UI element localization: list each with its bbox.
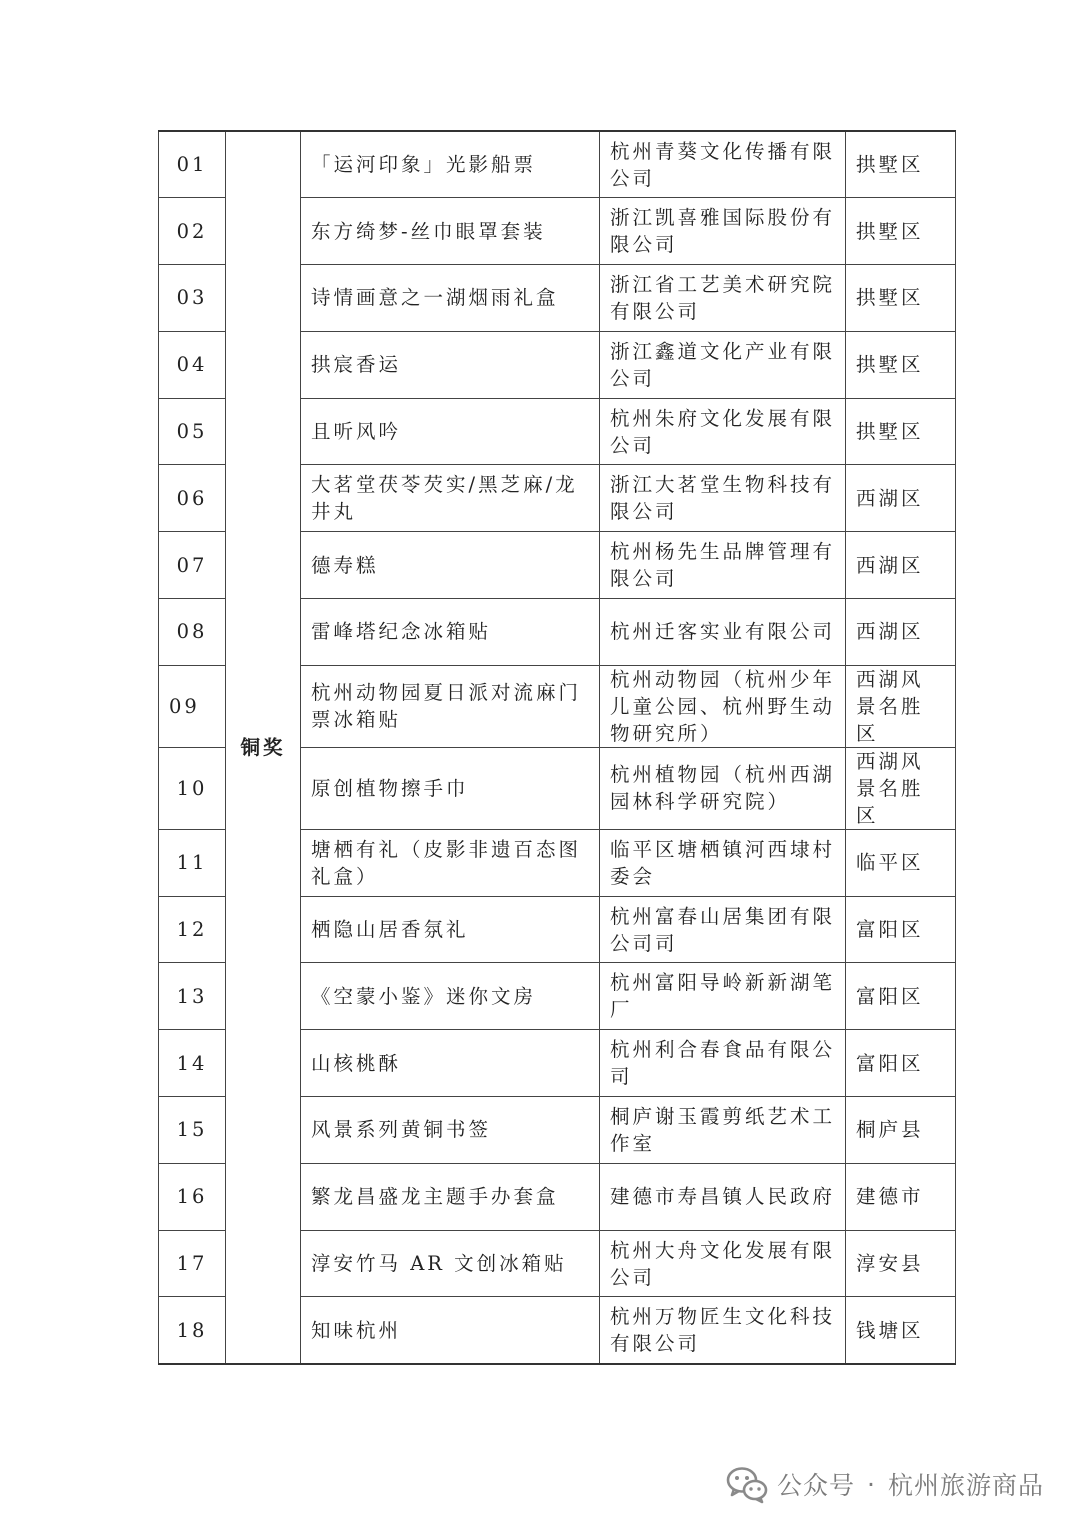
row-number: 07 (159, 532, 226, 599)
row-number: 13 (159, 963, 226, 1030)
wechat-icon (725, 1464, 769, 1504)
region-name: 富阳区 (846, 1030, 956, 1097)
company-name: 建德市寿昌镇人民政府 (600, 1163, 846, 1230)
company-name: 桐庐谢玉霞剪纸艺术工作室 (600, 1097, 846, 1164)
product-name: 诗情画意之一湖烟雨礼盒 (301, 265, 600, 332)
company-name: 杭州大舟文化发展有限公司 (600, 1230, 846, 1297)
row-number: 12 (159, 896, 226, 963)
row-number: 14 (159, 1030, 226, 1097)
row-number: 10 (159, 747, 226, 829)
product-name: 淳安竹马 AR 文创冰箱贴 (301, 1230, 600, 1297)
company-name: 杭州朱府文化发展有限公司 (600, 398, 846, 465)
region-name: 淳安县 (846, 1230, 956, 1297)
company-name: 杭州杨先生品牌管理有限公司 (600, 532, 846, 599)
region-name: 富阳区 (846, 963, 956, 1030)
row-number: 16 (159, 1163, 226, 1230)
region-name: 拱墅区 (846, 398, 956, 465)
award-level: 铜奖 (226, 131, 301, 1364)
company-name: 临平区塘栖镇河西埭村委会 (600, 829, 846, 896)
region-name: 西湖区 (846, 532, 956, 599)
company-name: 杭州动物园（杭州少年儿童公园、杭州野生动物研究所） (600, 665, 846, 747)
region-name: 拱墅区 (846, 265, 956, 332)
region-name: 西湖区 (846, 465, 956, 532)
region-name: 建德市 (846, 1163, 956, 1230)
row-number: 04 (159, 331, 226, 398)
row-number: 03 (159, 265, 226, 332)
watermark-separator: · (867, 1469, 876, 1499)
watermark (725, 1462, 1044, 1506)
company-name: 杭州青葵文化传播有限公司 (600, 131, 846, 198)
row-number: 11 (159, 829, 226, 896)
row-number: 17 (159, 1230, 226, 1297)
product-name: 繁龙昌盛龙主题手办套盒 (301, 1163, 600, 1230)
company-name: 浙江大茗堂生物科技有限公司 (600, 465, 846, 532)
region-name: 钱塘区 (846, 1297, 956, 1364)
company-name: 杭州万物匠生文化科技有限公司 (600, 1297, 846, 1364)
product-name: 栖隐山居香氛礼 (301, 896, 600, 963)
watermark-account: 杭州旅游商品 (887, 1471, 1044, 1500)
company-name: 浙江鑫道文化产业有限公司 (600, 331, 846, 398)
product-name: 雷峰塔纪念冰箱贴 (301, 599, 600, 666)
watermark-label: 公众号 (777, 1471, 856, 1500)
row-number: 08 (159, 599, 226, 666)
product-name: 德寿糕 (301, 532, 600, 599)
row-number: 18 (159, 1297, 226, 1364)
row-number: 15 (159, 1097, 226, 1164)
product-name: 《空蒙小鉴》迷你文房 (301, 963, 600, 1030)
row-number: 05 (159, 398, 226, 465)
company-name: 杭州富阳导岭新新湖笔厂 (600, 963, 846, 1030)
award-table (158, 130, 956, 1365)
row-number: 09 (159, 665, 226, 747)
award-table-body (159, 131, 956, 1364)
product-name: 山核桃酥 (301, 1030, 600, 1097)
product-name: 东方绮梦-丝巾眼罩套装 (301, 198, 600, 265)
row-number: 06 (159, 465, 226, 532)
region-name: 拱墅区 (846, 131, 956, 198)
product-name: 拱宸香运 (301, 331, 600, 398)
company-name: 杭州迁客实业有限公司 (600, 599, 846, 666)
product-name: 知味杭州 (301, 1297, 600, 1364)
product-name: 原创植物擦手巾 (301, 747, 600, 829)
product-name: 塘栖有礼（皮影非遗百态图礼盒） (301, 829, 600, 896)
product-name: 杭州动物园夏日派对流麻门票冰箱贴 (301, 665, 600, 747)
region-name: 西湖风景名胜区 (846, 665, 956, 747)
row-number: 02 (159, 198, 226, 265)
region-name: 拱墅区 (846, 331, 956, 398)
region-name: 桐庐县 (846, 1097, 956, 1164)
company-name: 浙江凯喜雅国际股份有限公司 (600, 198, 846, 265)
product-name: 「运河印象」光影船票 (301, 131, 600, 198)
region-name: 西湖区 (846, 599, 956, 666)
region-name: 西湖风景名胜区 (846, 747, 956, 829)
award-table-sheet (158, 130, 955, 1369)
region-name: 临平区 (846, 829, 956, 896)
company-name: 杭州植物园（杭州西湖园林科学研究院） (600, 747, 846, 829)
product-name: 且听风吟 (301, 398, 600, 465)
region-name: 拱墅区 (846, 198, 956, 265)
row-number: 01 (159, 131, 226, 198)
product-name: 大茗堂茯苓芡实/黑芝麻/龙井丸 (301, 465, 600, 532)
company-name: 杭州利合春食品有限公司 (600, 1030, 846, 1097)
table-row (159, 131, 956, 198)
product-name: 风景系列黄铜书签 (301, 1097, 600, 1164)
region-name: 富阳区 (846, 896, 956, 963)
company-name: 浙江省工艺美术研究院有限公司 (600, 265, 846, 332)
company-name: 杭州富春山居集团有限公司司 (600, 896, 846, 963)
